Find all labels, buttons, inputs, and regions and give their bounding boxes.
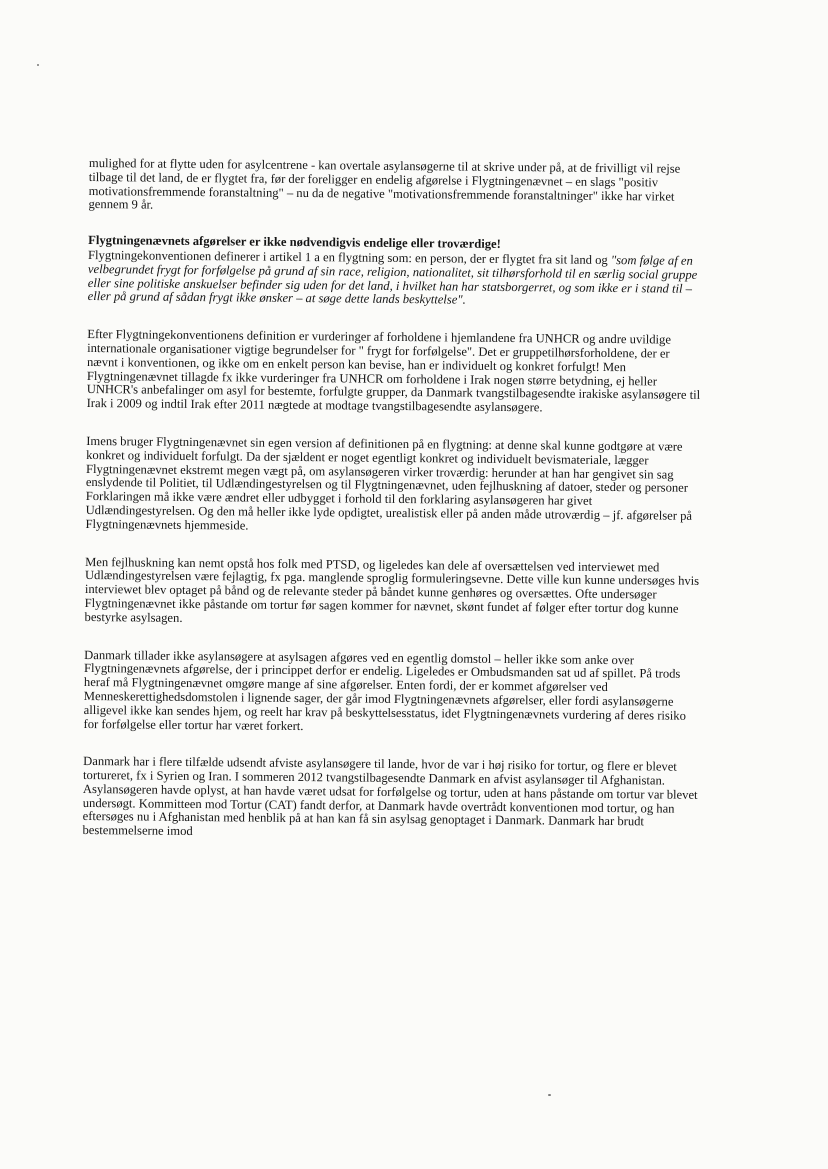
scan-speck [548,1094,551,1096]
paragraph: Men fejlhuskning kan nemt opstå hos folk med PTSD, og ligeledes kan dele af oversættelsen ved interviewet med Udlændingestyrelsen være fejlagtig, fx pga. manglende sproglig formuleringsevne. Dette ville kun kunne undersøges hvis interviewet blev optaget på bånd og de relevante steder på båndet kunne genhøres og oversættes. Ofte undersøger Flygtningenævnet ikke påstande om tortur før sagen kommer for nævnet, skønt fundet af følger efter tortur dog kunne bestyrke asylsagen. [84,554,700,625]
definition-quote: "som følge af en velbegrundet frygt for forfølgelse på grund af sin race, religion, nationalitet, sit tilhørsforhold til en særlig social gruppe eller sine politiske anskuelser befinder sig uden for det land, i hvilket han har statsborgerret, og som ikke er i stand til – eller på grund af sådan frygt ikke ønsker – at søge dette lands beskyttelse". [87,252,698,307]
paragraph: Imens bruger Flygtningenævnet sin egen version af definitionen på en flygtning: at denne skal kunne godtgøre at være konkret og individuelt forfulgt. Da der sjældent er noget egentligt konkret og individuelt bevismateriale, lægger Flygtningenævnet ekstremt megen vægt på, om asylansøgeren virker troværdig: herunder at han har gengivet sin sag enslydende til Politiet, til Udlændingestyrelsen og til Flygtningenævnet, uden fejlhuskning af datoer, steder og personer Forklaringen må ikke være ændret eller udbygget i forhold til den forklaring asylansøgeren har givet Udlændingestyrelsen. Og den må heller ikke lyde opdigtet, urealistisk eller på anden måde utroværdig – jf. afgørelser på Flygtningenævnets hjemmeside. [85,433,693,533]
section-heading: Flygtningenævnets afgørelser er ikke nødvendigvis endelige eller troværdige! [88,233,501,252]
paragraph: mulighed for at flytte uden for asylcentrene - kan overtale asylansøgerne til at skrive under på, at de frivilligt vil rejse tilbage til det land, de er flygtet fra, før der foreligger en endelig afgørelse i Flygtningenævnet – en slags "positiv motivationsfremmende foranstaltning" – nu da de negative "motivationsfremmende foranstaltninger" ikke har virket gennem 9 år. [88,156,681,213]
paragraph-with-heading [88,234,705,310]
paragraph: Efter Flygtningekonventionens definition er vurderinger af forholdene i hjemlandene fra UNHCR og andre uvildige internationale organisationer vigtige begrundelser for " frygt for forfølgelse". Det er gruppetilhørsforholdene, der er nævnt i konventionen, og ikke om en enkelt person kan bevise, han er individuelt og konkret forfulgt! Men Flygtningenævnet tillagde fx ikke vurderinger fra UNHCR om forholdene i Irak nogen større betydning, ej heller UNHCR's anbefalinger om asyl for bestemte, forfulgte grupper, da Danmark tvangstilbagesendte irakiske asylansøgere til Irak i 2009 og indtil Irak efter 2011 nægtede at modtage tvangstilbagesendte asylansøgere. [86,327,701,415]
document-body [82,157,705,868]
scan-speck [37,64,39,66]
paragraph: Danmark tillader ikke asylansøgere at asylsagen afgøres ved en egentlig domstol – heller ikke som anke over Flygtningenævnets afgørelse, der i princippet derfor er endelig. Ligeledes er Ombudsmanden sat ud af spillet. På trods heraf må Flygtningenævnet omgøre mange af sine afgørelser. Enten fordi, der er kommet afgørelser ved Menneskerettighedsdomstolen i lignende sager, der går imod Flygtningenævnets afgørelser, eller fordi asylansøgerne alligevel ikke kan sendes hjem, og reelt har krav på beskyttelsesstatus, idet Flygtningenævnets vurdering af deres risiko for forfølgelse eller tortur har været forkert. [83,647,686,733]
paragraph: Danmark har i flere tilfælde udsendt afviste asylansøgere til lande, hvor de var i høj risiko for tortur, og flere er blevet tortureret, fx i Syrien og Iran. I sommeren 2012 tvangstilbagesendte Danmark en afvist asylansøger til Afghanistan. Asylansøgeren havde oplyst, at han havde været udsat for forfølgelse og tortur, uden at hans påstande om tortur var blevet undersøgt. Kommitteen mod Tortur (CAT) fandt derfor, at Danmark havde overtrådt konventionen mod tortur, og han eftersøges nu i Afghanistan med henblik på at han kan få sin asylsag genoptaget i Danmark. Danmark har brudt bestemmelserne imod [82,754,698,839]
definition-intro: Flygtningekonventionen definerer i artikel 1 a en flygtning som: en person, der er flygtet fra sit land og [87,247,611,267]
